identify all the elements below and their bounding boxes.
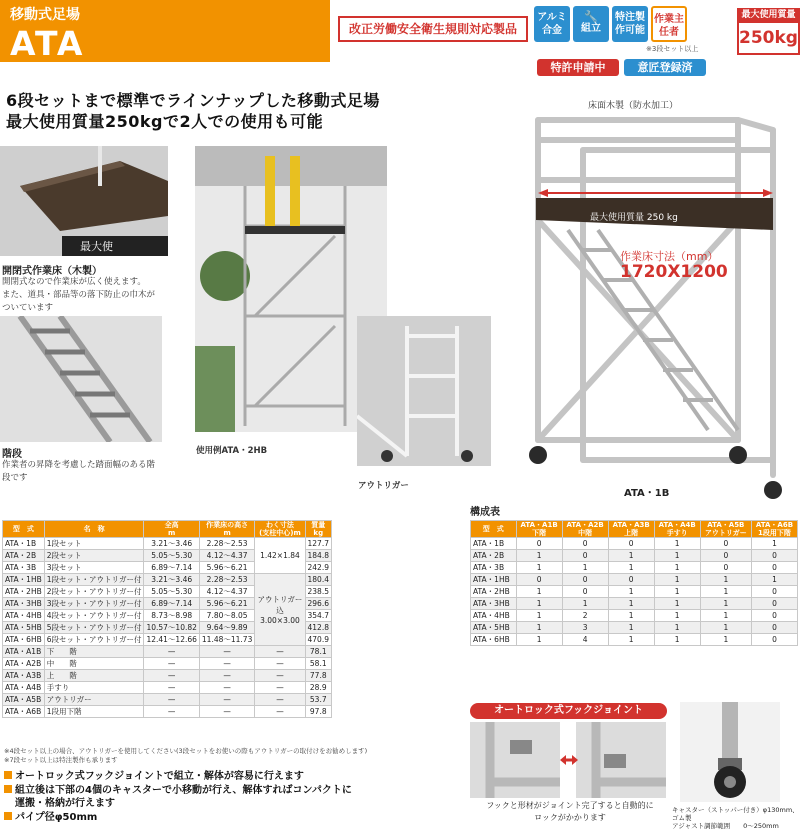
composition-cell-count: 1 — [700, 622, 751, 634]
wrench-icon: 🔧 — [584, 10, 598, 23]
spec-cell-model: ATA・A4B — [3, 682, 45, 694]
spec-cell-height: 3.21～3.46 — [144, 538, 199, 550]
spec-notes — [4, 747, 367, 765]
outrigger-caption: アウトリガー — [358, 481, 409, 491]
composition-cell-count: 0 — [608, 538, 654, 550]
spec-row — [3, 658, 332, 670]
composition-cell-count: 0 — [516, 574, 562, 586]
spec-cell-height: — — [144, 694, 199, 706]
spec-cell-weight: 412.8 — [305, 622, 331, 634]
spec-cell-frame: — — [255, 694, 305, 706]
spec-cell-height: 10.57～10.82 — [144, 622, 199, 634]
spec-cell-name: 1段用下階 — [44, 706, 144, 718]
composition-cell-count: 1 — [751, 574, 797, 586]
composition-cell-count: 4 — [562, 634, 608, 646]
composition-cell-count: 0 — [751, 586, 797, 598]
spec-cell-model: ATA・2B — [3, 550, 45, 562]
joint-header: オートロック式フックジョイント — [470, 703, 667, 719]
spec-cell-weight: 77.8 — [305, 670, 331, 682]
spec-cell-name: 5段セット・アウトリガー付 — [44, 622, 144, 634]
spec-cell-floor-height: — — [199, 658, 254, 670]
spec-table — [2, 520, 332, 718]
design-badge: 意匠登録済 — [624, 59, 706, 76]
spec-cell-floor-height: 4.12～4.37 — [199, 550, 254, 562]
composition-cell-count: 1 — [608, 550, 654, 562]
composition-cell-count: 0 — [751, 634, 797, 646]
floor-board-text: 最大使 — [80, 240, 113, 253]
composition-title: 構成表 — [470, 507, 500, 518]
spec-header-floor-height: 作業床の高さ m — [199, 521, 254, 538]
spec-cell-name: 6段セット・アウトリガー付 — [44, 634, 144, 646]
stairs-caption-desc: 作業者の昇降を考慮した踏面幅のある階 段です — [2, 460, 156, 483]
spec-cell-weight: 127.7 — [305, 538, 331, 550]
spec-cell-name: 3段セット — [44, 562, 144, 574]
spec-cell-floor-height: — — [199, 682, 254, 694]
feature-assembly-label: 組立 — [581, 23, 601, 34]
spec-cell-model: ATA・1HB — [3, 574, 45, 586]
composition-row — [471, 538, 798, 550]
spec-cell-height: — — [144, 646, 199, 658]
composition-cell-model: ATA・2HB — [471, 586, 517, 598]
floor-caption-desc: 開閉式なので作業床が広く使えます。 また、道具・部品等の落下防止の巾木が ついています — [2, 277, 156, 313]
spec-row — [3, 670, 332, 682]
bullet-4: パイプ径φ50mm — [4, 811, 352, 825]
bullet-2: 組立後は下部の4個のキャスターで小移動が行え、解体すればコンパクトに — [4, 784, 352, 798]
spec-cell-floor-height: 5.96～6.21 — [199, 562, 254, 574]
composition-row — [471, 598, 798, 610]
spec-cell-floor-height: 2.28～2.53 — [199, 574, 254, 586]
main-top-label: 床面木製（防水加工） — [588, 101, 679, 111]
spec-cell-weight: 184.8 — [305, 550, 331, 562]
composition-cell-count: 0 — [700, 550, 751, 562]
spec-cell-floor-height: 2.28～2.53 — [199, 538, 254, 550]
composition-cell-count: 1 — [654, 634, 700, 646]
spec-cell-weight: 470.9 — [305, 634, 331, 646]
compliance-label: 改正労働安全衛生規則対応製品 — [338, 16, 528, 42]
feature-custom: 特注製作可能 — [612, 6, 648, 42]
spec-cell-weight: 78.1 — [305, 646, 331, 658]
composition-cell-count: 3 — [562, 622, 608, 634]
composition-cell-count: 1 — [516, 586, 562, 598]
joint-caption: フックと形材がジョイント完了すると自動的に ロックがかかります — [486, 801, 654, 822]
composition-cell-count: 1 — [654, 610, 700, 622]
composition-cell-count: 1 — [608, 622, 654, 634]
spec-cell-name: 中 階 — [44, 658, 144, 670]
spec-cell-name: 1段セット — [44, 538, 144, 550]
stairs-photo — [0, 316, 162, 442]
composition-cell-model: ATA・1HB — [471, 574, 517, 586]
composition-table — [470, 520, 798, 646]
bullet-1: オートロック式フックジョイントで組立・解体が容易に行えます — [4, 770, 352, 784]
spec-cell-frame: 1.42×1.84 — [255, 538, 305, 574]
spec-cell-height: — — [144, 670, 199, 682]
spec-cell-weight: 58.1 — [305, 658, 331, 670]
spec-cell-model: ATA・3HB — [3, 598, 45, 610]
composition-cell-count: 1 — [516, 550, 562, 562]
composition-header-row — [471, 521, 798, 538]
composition-cell-count: 1 — [608, 634, 654, 646]
spec-cell-model: ATA・4HB — [3, 610, 45, 622]
spec-cell-name: 4段セット・アウトリガー付 — [44, 610, 144, 622]
spec-cell-name: 下 階 — [44, 646, 144, 658]
spec-cell-frame: — — [255, 682, 305, 694]
composition-cell-count: 0 — [562, 538, 608, 550]
composition-cell-model: ATA・6HB — [471, 634, 517, 646]
note-2: ※7段セット以上は特注製作も承ります — [4, 756, 118, 764]
spec-row — [3, 694, 332, 706]
composition-cell-count: 1 — [516, 610, 562, 622]
composition-cell-count: 1 — [562, 562, 608, 574]
composition-cell-model: ATA・1B — [471, 538, 517, 550]
spec-cell-weight: 97.8 — [305, 706, 331, 718]
spec-cell-height: — — [144, 706, 199, 718]
bullet-3: 運搬・格納が行えます — [15, 798, 115, 810]
product-title: ATA — [10, 24, 85, 63]
composition-cell-model: ATA・4HB — [471, 610, 517, 622]
spec-cell-model: ATA・3B — [3, 562, 45, 574]
spec-cell-height: 6.89～7.14 — [144, 562, 199, 574]
spec-cell-model: ATA・A5B — [3, 694, 45, 706]
spec-cell-name: 1段セット・アウトリガー付 — [44, 574, 144, 586]
feature-note: ※3段セット以上 — [646, 45, 699, 53]
composition-cell-count: 0 — [516, 538, 562, 550]
composition-cell-count: 1 — [608, 562, 654, 574]
composition-cell-count: 1 — [654, 574, 700, 586]
composition-cell-count: 1 — [516, 598, 562, 610]
spec-cell-floor-height: 9.64～9.89 — [199, 622, 254, 634]
spec-cell-model: ATA・6HB — [3, 634, 45, 646]
usage-example-caption: 使用例ATA・2HB — [196, 446, 268, 456]
composition-header-cell: ATA・A2B 中階 — [562, 521, 608, 538]
spec-cell-floor-height: 5.96～6.21 — [199, 598, 254, 610]
composition-row — [471, 634, 798, 646]
outrigger-photo — [357, 316, 491, 466]
composition-row — [471, 562, 798, 574]
composition-cell-model: ATA・3HB — [471, 598, 517, 610]
caster-caption: キャスター（ストッパー付き）φ130mm、ゴム製 アジャスト調節範囲 0～250mm — [672, 806, 799, 830]
composition-cell-count: 1 — [654, 622, 700, 634]
max-load-label: 最大使用質量 — [737, 8, 800, 23]
feature-aluminum: アルミ合金 — [534, 6, 570, 42]
composition-cell-count: 1 — [516, 562, 562, 574]
composition-cell-count: 0 — [562, 550, 608, 562]
spec-cell-weight: 53.7 — [305, 694, 331, 706]
composition-row — [471, 574, 798, 586]
floor-caption-title: 開閉式作業床（木製） — [2, 266, 102, 277]
composition-header-cell: ATA・A1B 下階 — [516, 521, 562, 538]
spec-cell-frame: — — [255, 706, 305, 718]
composition-header-cell: ATA・A5B アウトリガー — [700, 521, 751, 538]
spec-cell-floor-height: — — [199, 694, 254, 706]
composition-row — [471, 610, 798, 622]
spec-cell-model: ATA・A6B — [3, 706, 45, 718]
joint-photos — [470, 722, 666, 798]
composition-cell-model: ATA・5HB — [471, 622, 517, 634]
spec-cell-floor-height: — — [199, 706, 254, 718]
composition-cell-count: 1 — [608, 598, 654, 610]
spec-cell-weight: 242.9 — [305, 562, 331, 574]
composition-cell-count: 1 — [700, 634, 751, 646]
spec-row — [3, 706, 332, 718]
work-floor-photo — [0, 146, 168, 256]
patent-badge: 特許申請中 — [537, 59, 619, 76]
composition-cell-model: ATA・2B — [471, 550, 517, 562]
spec-cell-name: 2段セット — [44, 550, 144, 562]
headline-line2: 最大使用質量250kgで2人での使用も可能 — [6, 112, 324, 131]
spec-cell-model: ATA・5HB — [3, 622, 45, 634]
spec-cell-frame: アウトリガー込 3.00×3.00 — [255, 574, 305, 646]
spec-header-name: 名 称 — [44, 521, 144, 538]
spec-row — [3, 646, 332, 658]
spec-cell-model: ATA・A3B — [3, 670, 45, 682]
composition-cell-count: 1 — [608, 586, 654, 598]
composition-cell-count: 0 — [751, 598, 797, 610]
composition-cell-count: 1 — [516, 634, 562, 646]
max-load-value: 250kg — [737, 23, 800, 55]
spec-header-row — [3, 521, 332, 538]
composition-cell-count: 1 — [608, 610, 654, 622]
spec-header-height: 全高 m — [144, 521, 199, 538]
composition-header-cell: ATA・A6B 1段用下階 — [751, 521, 797, 538]
composition-header-cell: ATA・A3B 上階 — [608, 521, 654, 538]
spec-row — [3, 538, 332, 550]
composition-cell-model: ATA・3B — [471, 562, 517, 574]
feature-supervisor: 作業主任者 — [651, 6, 687, 42]
composition-cell-count: 1 — [700, 610, 751, 622]
composition-cell-count: 1 — [700, 586, 751, 598]
composition-cell-count: 1 — [654, 550, 700, 562]
spec-cell-floor-height: — — [199, 646, 254, 658]
main-size-label: 作業床寸法（mm） — [620, 250, 719, 263]
note-1: ※4段セット以上の場合、アウトリガーを使用してください(3段セットをお使いの際もアウトリガーの取付けをお勧めします) — [4, 747, 368, 755]
spec-cell-floor-height: 11.48～11.73 — [199, 634, 254, 646]
spec-cell-height: 3.21～3.46 — [144, 574, 199, 586]
composition-cell-count: 0 — [700, 538, 751, 550]
spec-cell-height: 5.05～5.30 — [144, 550, 199, 562]
composition-cell-count: 1 — [700, 598, 751, 610]
composition-cell-count: 0 — [608, 574, 654, 586]
composition-cell-count: 2 — [562, 610, 608, 622]
spec-cell-floor-height: 7.80～8.05 — [199, 610, 254, 622]
spec-header-model: 型 式 — [3, 521, 45, 538]
spec-cell-weight: 180.4 — [305, 574, 331, 586]
stairs-caption-title: 階段 — [2, 449, 22, 460]
composition-cell-count: 0 — [751, 562, 797, 574]
composition-cell-count: 0 — [562, 574, 608, 586]
composition-row — [471, 586, 798, 598]
composition-cell-count: 1 — [654, 586, 700, 598]
composition-cell-count: 1 — [654, 538, 700, 550]
main-board-text: 最大使用質量 250 kg — [590, 213, 678, 223]
spec-cell-frame: — — [255, 670, 305, 682]
spec-cell-height: — — [144, 682, 199, 694]
spec-cell-floor-height: 4.12～4.37 — [199, 586, 254, 598]
feature-assembly — [573, 6, 609, 42]
spec-cell-weight: 354.7 — [305, 610, 331, 622]
main-model-label: ATA・1B — [624, 488, 670, 499]
composition-cell-count: 0 — [562, 586, 608, 598]
spec-row — [3, 574, 332, 586]
spec-cell-model: ATA・1B — [3, 538, 45, 550]
spec-cell-weight: 28.9 — [305, 682, 331, 694]
spec-cell-height: 6.89～7.14 — [144, 598, 199, 610]
composition-cell-count: 1 — [516, 622, 562, 634]
main-product-image — [498, 80, 800, 500]
spec-cell-weight: 238.5 — [305, 586, 331, 598]
spec-cell-model: ATA・2HB — [3, 586, 45, 598]
main-size-value: 1720X1200 — [620, 262, 728, 282]
spec-cell-name: 2段セット・アウトリガー付 — [44, 586, 144, 598]
spec-cell-name: 手すり — [44, 682, 144, 694]
spec-cell-height: 8.73～8.98 — [144, 610, 199, 622]
spec-cell-model: ATA・A2B — [3, 658, 45, 670]
spec-cell-name: 3段セット・アウトリガー付 — [44, 598, 144, 610]
spec-cell-height: 12.41～12.66 — [144, 634, 199, 646]
spec-cell-height: — — [144, 658, 199, 670]
composition-header-cell: ATA・A4B 手すり — [654, 521, 700, 538]
composition-cell-count: 1 — [562, 598, 608, 610]
composition-row — [471, 622, 798, 634]
spec-header-weight: 質量 kg — [305, 521, 331, 538]
composition-cell-count: 1 — [654, 562, 700, 574]
headline-line1: 6段セットまで標準でラインナップした移動式足場 — [6, 91, 380, 110]
composition-cell-count: 0 — [751, 622, 797, 634]
spec-cell-model: ATA・A1B — [3, 646, 45, 658]
composition-row — [471, 550, 798, 562]
composition-header-cell: 型 式 — [471, 521, 517, 538]
spec-cell-name: 上 階 — [44, 670, 144, 682]
spec-cell-floor-height: — — [199, 670, 254, 682]
spec-header-frame: わく寸法 (支柱中心)m — [255, 521, 305, 538]
composition-cell-count: 1 — [700, 574, 751, 586]
composition-cell-count: 0 — [700, 562, 751, 574]
spec-cell-height: 5.05～5.30 — [144, 586, 199, 598]
composition-cell-count: 0 — [751, 550, 797, 562]
spec-row — [3, 682, 332, 694]
composition-cell-count: 1 — [751, 538, 797, 550]
header-subtitle: 移動式足場 — [10, 7, 80, 23]
composition-cell-count: 1 — [654, 598, 700, 610]
spec-cell-frame: — — [255, 658, 305, 670]
spec-cell-frame: — — [255, 646, 305, 658]
caster-photo — [680, 702, 780, 802]
spec-cell-weight: 296.6 — [305, 598, 331, 610]
composition-cell-count: 0 — [751, 610, 797, 622]
feature-bullets — [4, 770, 352, 824]
spec-cell-name: アウトリガー — [44, 694, 144, 706]
